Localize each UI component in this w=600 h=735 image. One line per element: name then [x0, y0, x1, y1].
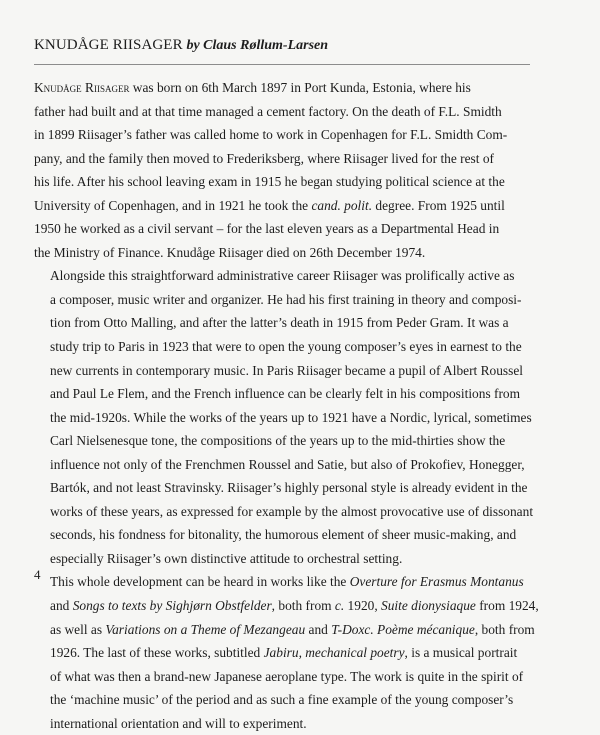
text-line [34, 429, 546, 453]
text-run: 1920, [344, 598, 382, 614]
text-run: seconds, his fondness for bitonality, the humorous element of sheer music-making, and [50, 527, 517, 543]
text-run: of what was then a brand-new Japanese aeroplane type. The work is quite in the spirit of [50, 668, 524, 684]
text-line [34, 359, 546, 383]
italic-text: Overture for Erasmus Montanus [349, 574, 524, 590]
text-line [34, 335, 546, 359]
text-run: and Paul Le Flem, and the French influence can be clearly felt in his compositions from [50, 386, 521, 402]
small-caps-name: Knudåge Riisager [34, 80, 130, 95]
text-line [34, 100, 546, 124]
text-line [34, 147, 546, 171]
paragraph [34, 76, 546, 264]
italic-text: Suite dionysiaque [381, 598, 476, 614]
text-line [34, 382, 546, 406]
text-line [34, 217, 546, 241]
text-run: degree. From 1925 until [372, 197, 505, 213]
italic-text: T-Doxc. Poème mécanique [331, 621, 475, 637]
article-body [34, 76, 546, 735]
text-run: from 1924, [475, 598, 539, 614]
text-run: 1950 he worked as a civil servant – for the last eleven years as a Departmental Head in [34, 221, 500, 237]
text-line [34, 123, 546, 147]
text-run: his life. After his school leaving exam in 1915 he began studying political science at the [34, 174, 505, 190]
text-run: influence not only of the Frenchmen Roussel and Satie, but also of Prokofiev, Honegger, [50, 456, 525, 472]
paragraph [34, 264, 546, 570]
text-run: Bartók, and not least Stravinsky. Riisager’s highly personal style is already evident in the [50, 480, 528, 496]
italic-text: c. [334, 598, 345, 614]
text-run: international orientation and will to experiment. [50, 715, 307, 731]
italic-text: cand. polit. [311, 197, 373, 213]
article-heading [34, 36, 569, 55]
italic-text: Variations on a Theme of Mezangeau [105, 621, 306, 637]
text-line [34, 406, 546, 430]
text-line [34, 641, 546, 665]
text-line [34, 712, 546, 735]
italic-text: Songs to texts by Sighjørn Obstfelder [72, 598, 272, 614]
text-run: in 1899 Riisager’s father was called home to work in Copenhagen for F.L. Smidth Com- [34, 127, 508, 143]
text-run: , both from [474, 621, 535, 637]
text-run: 1926. The last of these works, subtitled [50, 645, 264, 661]
text-line [34, 523, 546, 547]
text-line [34, 570, 546, 594]
text-run: was born on 6th March 1897 in Port Kunda, Estonia, where his [129, 80, 471, 95]
paragraph [34, 570, 546, 735]
text-run: This whole development can be heard in works like the [50, 574, 350, 590]
text-run: the Ministry of Finance. Knudåge Riisager died on 26th December 1974. [34, 244, 426, 260]
composer-name: KNUDÅGE RIISAGER [34, 37, 183, 53]
author-byline: by Claus Røllum-Larsen [186, 38, 329, 53]
text-run: father had built and at that time managed a cement factory. On the death of F.L. Smidth [34, 103, 502, 119]
text-run: University of Copenhagen, and in 1921 he took the [34, 197, 312, 213]
text-run: Carl Nielsenesque tone, the compositions of the years up to the mid-thirties show the [50, 433, 506, 449]
document-page [34, 36, 569, 735]
text-run: the mid-1920s. While the works of the years up to 1921 have a Nordic, lyrical, sometimes [50, 409, 532, 425]
text-run: a composer, music writer and organizer. He had his first training in theory and composi- [50, 291, 522, 307]
text-run: the ‘machine music’ of the period and as such a fine example of the young composer’s [50, 692, 514, 708]
text-run: , is a musical portrait [404, 645, 518, 661]
text-run: especially Riisager’s own distinctive attitude to orchestral setting. [50, 550, 403, 566]
text-run: pany, and the family then moved to Frederiksberg, where Riisager lived for the rest of [34, 150, 494, 166]
text-line [34, 500, 546, 524]
text-run: study trip to Paris in 1923 that were to open the young composer’s eyes in earnest to the [50, 339, 522, 355]
text-run: new currents in contemporary music. In Paris Riisager became a pupil of Albert Roussel [50, 362, 524, 378]
text-line [34, 618, 546, 642]
text-line [34, 288, 546, 312]
text-line [34, 241, 546, 265]
heading-divider [34, 64, 530, 65]
text-run: , both from [271, 598, 335, 614]
text-run: and [305, 621, 332, 637]
text-line [34, 476, 546, 500]
text-run: works of these years, as expressed for example by the almost provocative use of dissonant [50, 503, 534, 519]
text-line [34, 665, 546, 689]
text-line [34, 688, 546, 712]
page-number: 4 [34, 567, 41, 582]
text-line [34, 547, 546, 571]
text-line [34, 170, 546, 194]
text-run: Alongside this straightforward administrative career Riisager was prolifically active as [50, 268, 515, 284]
text-line [34, 594, 546, 618]
text-line [34, 76, 546, 100]
text-line [34, 311, 546, 335]
text-line [34, 264, 546, 288]
text-line [34, 194, 546, 218]
text-line [34, 453, 546, 477]
text-run: tion from Otto Malling, and after the latter’s death in 1915 from Peder Gram. It was a [50, 315, 509, 331]
italic-text: Jabiru, mechanical poetry [263, 645, 405, 661]
text-run: and [50, 598, 73, 614]
text-run: as well as [50, 621, 106, 637]
